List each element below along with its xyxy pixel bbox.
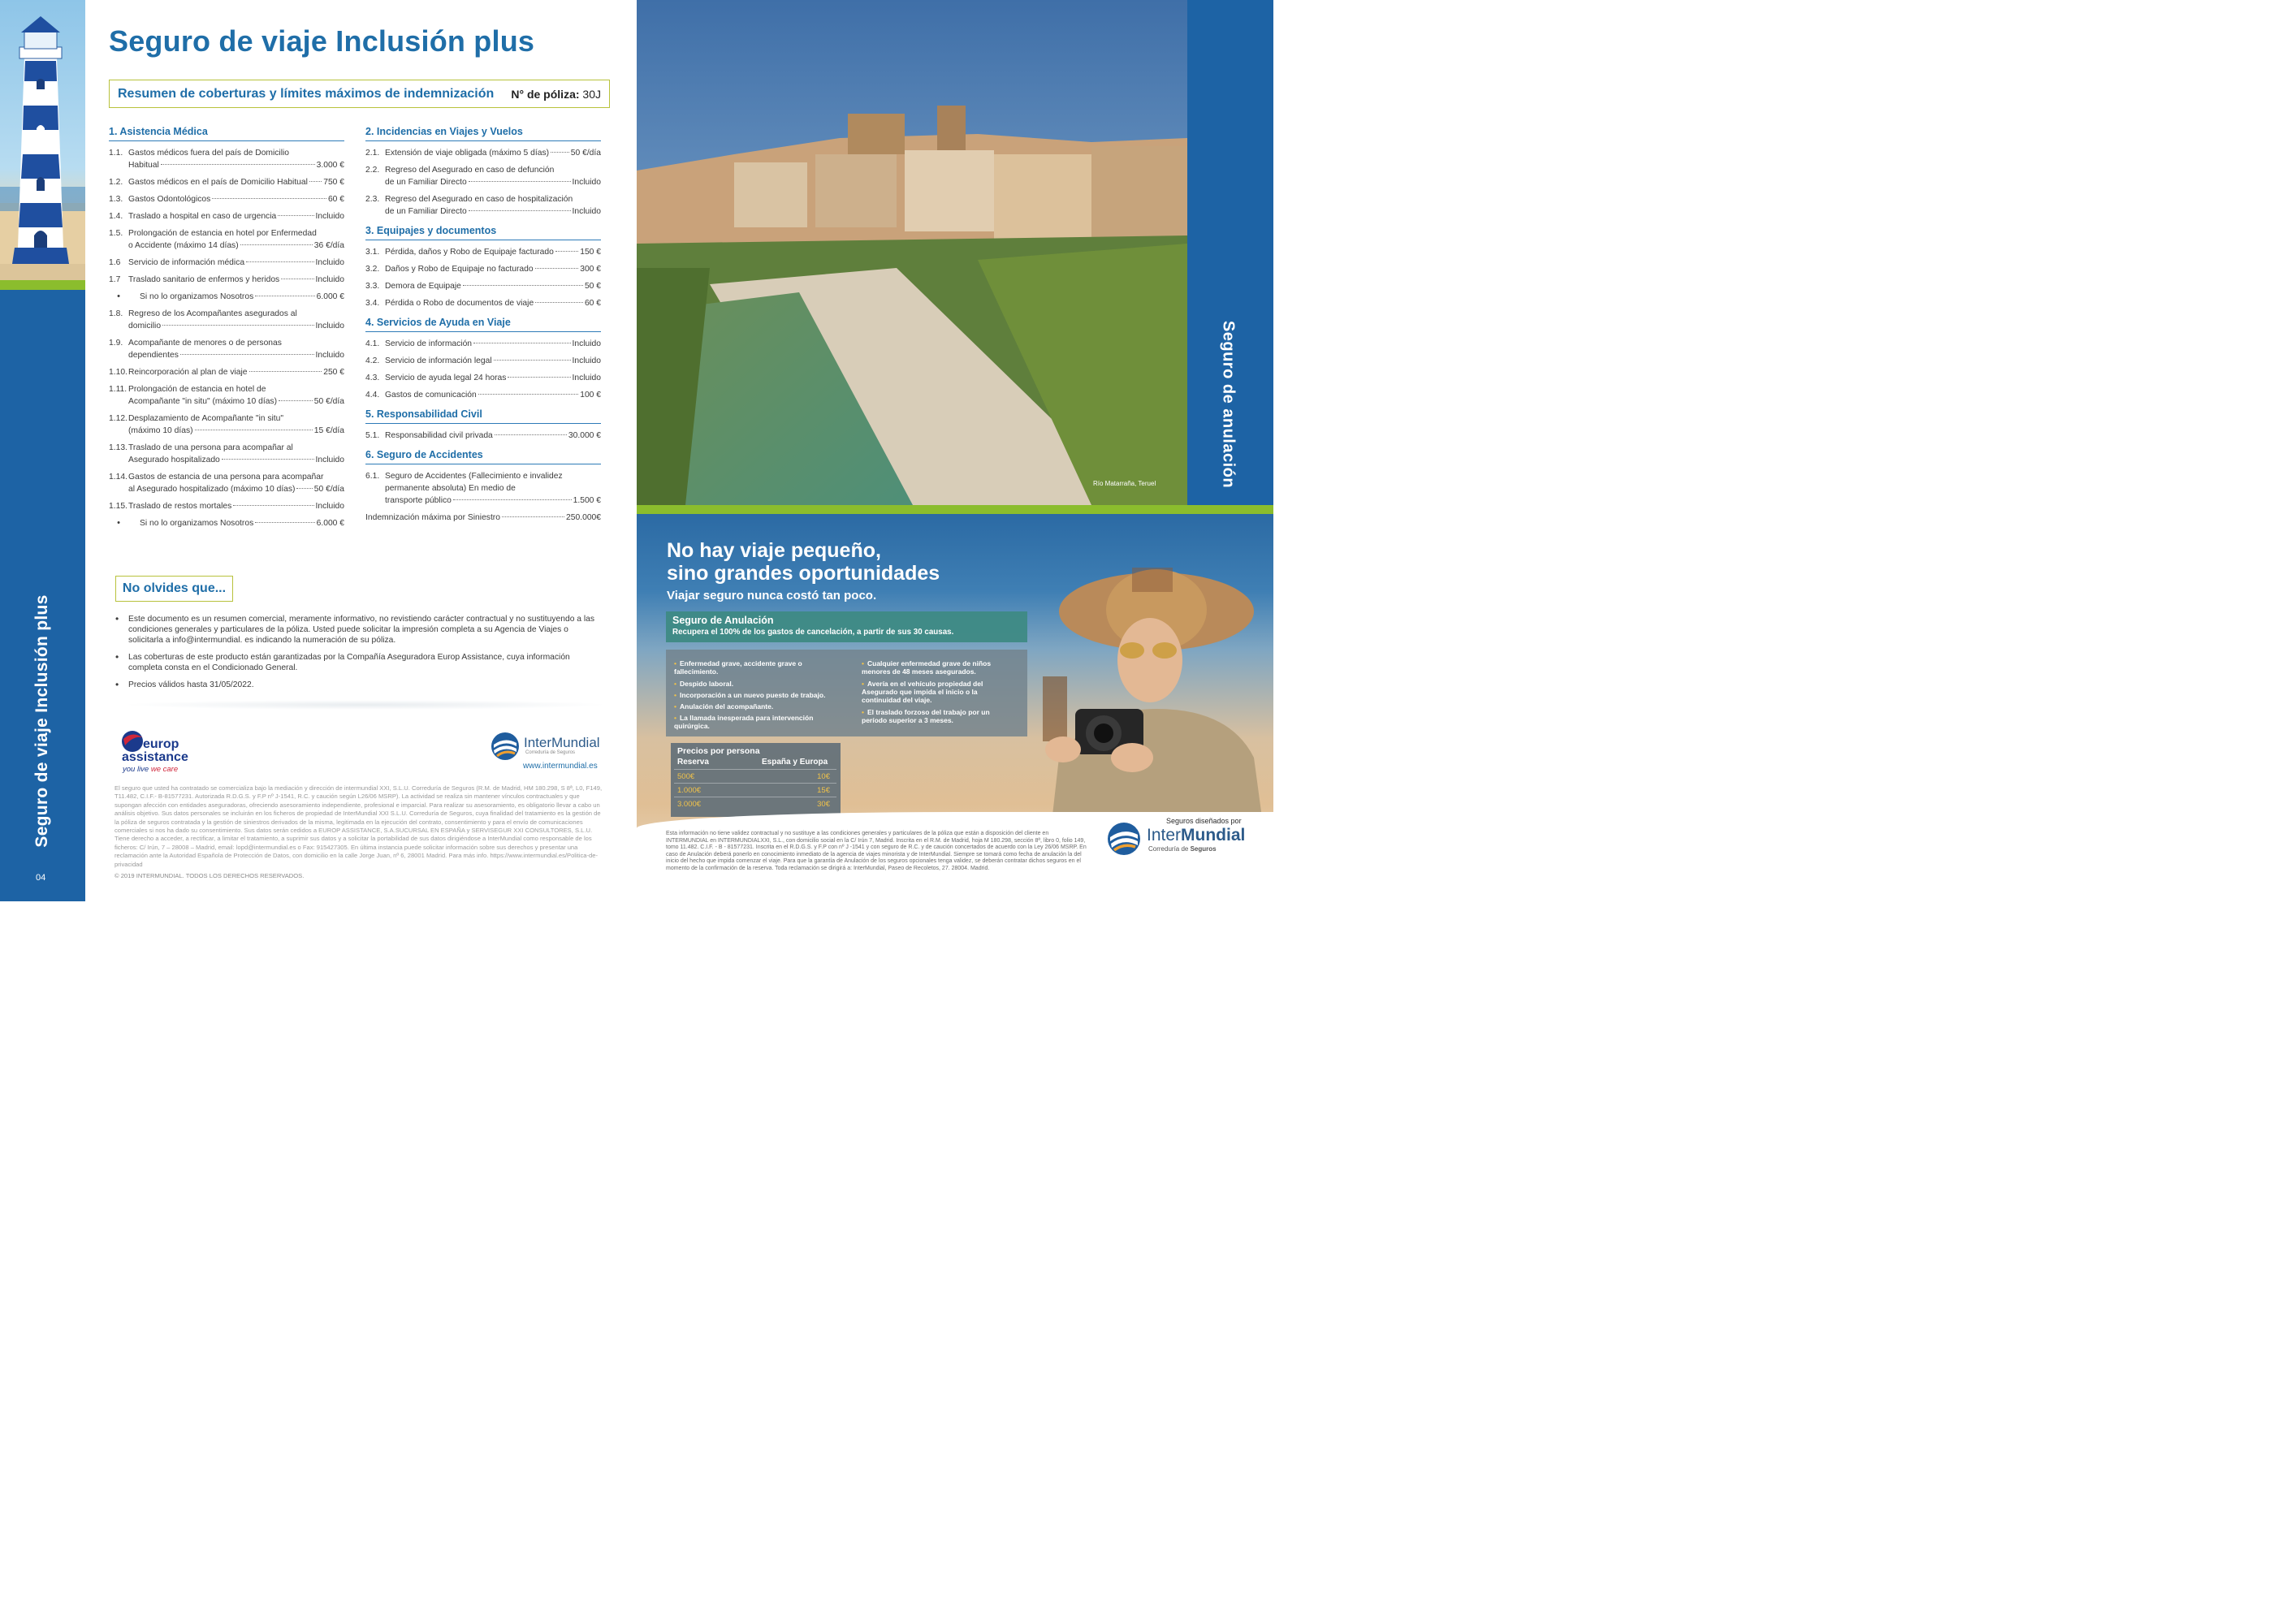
cause-text: Cualquier enfermedad grave de niños menores de 48 meses asegurados. (862, 659, 992, 676)
coverage-limit: Incluido (315, 258, 344, 267)
coverage-limit: Incluido (315, 322, 344, 330)
coverage-item (365, 263, 601, 275)
im-name-a: Inter (1147, 826, 1182, 844)
coverage-number: 1.7 (109, 275, 121, 284)
coverage-number: 2.3. (365, 195, 380, 204)
coverage-text: Habitual (128, 161, 159, 170)
intermundial-name: InterMundial (524, 735, 600, 750)
coverage-item (365, 512, 601, 524)
coverage-text: Responsabilidad civil privada (385, 431, 493, 440)
coverage-item (365, 338, 601, 350)
coverage-text: Traslado sanitario de enfermos y heridos (128, 275, 280, 284)
dot-leader (463, 285, 583, 286)
price-reserva: 1.000€ (677, 786, 702, 795)
summary-header-box (109, 80, 610, 108)
coverage-limit: 60 € (327, 195, 344, 204)
coverage-number: 1.12. (109, 414, 128, 423)
cause-text: Anulación del acompañante. (679, 702, 774, 710)
coverage-limit: 6.000 € (316, 519, 344, 528)
im-sub-a: Correduría de (1148, 845, 1191, 853)
coverage-item (109, 274, 344, 286)
coverage-item (109, 412, 344, 437)
coverage-number: 3.4. (365, 299, 380, 308)
dot-leader (478, 394, 578, 395)
coverage-item (365, 193, 601, 218)
coverage-number: 1.4. (109, 212, 123, 221)
intermundial-subtitle: Correduría de Seguros (525, 750, 576, 755)
coverage-limit: 36 €/día (313, 241, 344, 250)
coverage-number: 1.2. (109, 178, 123, 187)
coverage-text-first-line: Desplazamiento de Acompañante "in situ" (128, 414, 284, 423)
coverage-text: Si no lo organizamos Nosotros (140, 519, 254, 528)
promo-subheadline: Viajar seguro nunca costó tan poco. (667, 589, 877, 603)
coverage-number: 1.14. (109, 473, 128, 482)
note-text: Precios válidos hasta 31/05/2022. (128, 680, 254, 689)
coverage-item (109, 500, 344, 512)
coverage-text: Servicio de información (385, 339, 473, 348)
coverage-text: Servicio de ayuda legal 24 horas (385, 374, 507, 382)
coverage-item (109, 227, 344, 252)
coverage-column-left (109, 126, 344, 534)
coverage-item (109, 337, 344, 361)
coverage-number: 1.9. (109, 339, 123, 348)
lighthouse-image (0, 0, 85, 280)
dot-leader (240, 244, 313, 245)
dot-leader (453, 499, 572, 500)
dot-leader (508, 377, 570, 378)
sidebar-vertical-title: Seguro de viaje Inclusión plus (32, 594, 51, 848)
coverage-limit: Incluido (572, 339, 601, 348)
dot-leader (555, 251, 578, 252)
coverage-text: Daños y Robo de Equipaje no facturado (385, 265, 534, 274)
coverage-text: transporte público (385, 496, 452, 505)
cause-item: • Avería en el vehículo propiedad del Asegurado que impida el inicio o la continuidad del viaje. (862, 680, 983, 704)
coverage-number: • (117, 518, 120, 528)
dot-leader (255, 522, 314, 523)
note-text: Las coberturas de este producto están garantizadas por la Compañía Aseguradora Europ Assistance, cuya información completa consta en el Condicionado General. (128, 653, 570, 672)
coverage-limit: Incluido (315, 502, 344, 511)
promo-headline-line1: No hay viaje pequeño, (667, 539, 881, 562)
coverage-number: 6.1. (365, 472, 380, 481)
coverage-number: 2.2. (365, 166, 380, 175)
note-item: • Las coberturas de este producto están garantizadas por la Compañía Aseguradora Europ Assistance, cuya información completa consta en el Condicionado General. (115, 652, 603, 673)
dot-leader (212, 198, 326, 199)
right-vertical-title: Seguro de anulación (1219, 320, 1238, 489)
coverage-number: 1.6 (109, 258, 121, 267)
coverage-number: 1.15. (109, 502, 128, 511)
coverage-limit: 50 € (584, 282, 601, 291)
cause-text: Avería en el vehículo propiedad del Asegurado que impida el inicio o la continuidad del viaje. (862, 680, 983, 704)
dot-leader (495, 434, 567, 435)
coverage-number: 2.1. (365, 149, 380, 158)
coverage-number: 1.13. (109, 443, 128, 452)
dot-leader (279, 400, 313, 401)
page-number: 04 (36, 873, 46, 883)
policy-number (511, 88, 601, 101)
price-value: 15€ (817, 786, 830, 795)
coverage-text-first-line: Gastos médicos fuera del país de Domicilio (128, 149, 290, 158)
im-sub-b: Seguros (1190, 845, 1217, 853)
price-col-reserva: Reserva (677, 758, 709, 767)
coverage-item (109, 442, 344, 466)
coverage-item (365, 246, 601, 258)
designed-by-label: Seguros diseñados por (1166, 817, 1242, 825)
im-name-b: Mundial (1181, 826, 1246, 844)
policy-value: 30J (582, 87, 601, 101)
dot-leader (278, 215, 313, 216)
coverage-item (365, 297, 601, 309)
reminder-notes (115, 614, 603, 697)
note-text: Este documento es un resumen comercial, meramente informativo, no revistiendo carácter contractual y no sustituyendo a las condiciones generales y particulares de la póliza. Usted puede solicitar la impresión completa a su Agencia de Viajes o solicitarla a info@intermundial. es indicando la numeración de su póliza. (128, 615, 595, 645)
green-accent-bar-right (637, 505, 1273, 514)
dot-leader (161, 164, 315, 165)
coverage-number: 5.1. (365, 431, 380, 440)
coverage-number: 1.1. (109, 149, 123, 158)
coverage-limit: Incluido (315, 275, 344, 284)
coverage-item (109, 291, 344, 303)
cause-item: • Incorporación a un nuevo puesto de trabajo. (674, 691, 826, 699)
coverage-text-first-line: Prolongación de estancia en hotel por Enfermedad (128, 229, 317, 238)
coverage-limit: 250 € (323, 368, 344, 377)
coverage-text: Pérdida o Robo de documentos de viaje (385, 299, 534, 308)
dot-leader (222, 459, 314, 460)
note-item: • Este documento es un resumen comercial, meramente informativo, no revistiendo carácter contractual y no sustituyendo a las condiciones generales y particulares de la póliza. Usted puede solicitar la impresión completa a su Agencia de Viajes o solicitarla a info@intermundial. es indicando la numeración de su póliza. (115, 614, 603, 646)
intermundial-name-right (1147, 826, 1245, 845)
price-row (674, 797, 836, 810)
dot-leader (494, 360, 571, 361)
coverage-item (365, 164, 601, 188)
price-reserva: 3.000€ (677, 800, 702, 809)
coverage-number: 4.4. (365, 391, 380, 400)
section-title: 5. Responsabilidad Civil (365, 408, 601, 424)
coverage-number: 1.8. (109, 309, 123, 318)
coverage-text: Asegurado hospitalizado (128, 456, 220, 464)
cause-text: Incorporación a un nuevo puesto de trabajo. (679, 691, 826, 699)
coverage-number: 3.3. (365, 282, 380, 291)
coverage-text: Gastos de comunicación (385, 391, 477, 400)
coverage-item (109, 147, 344, 171)
dot-leader (469, 210, 571, 211)
coverage-number: 4.3. (365, 374, 380, 382)
coverage-limit: Incluido (572, 207, 601, 216)
photo-caption: Río Matarraña, Teruel (1093, 480, 1156, 487)
section-title: 3. Equipajes y documentos (365, 225, 601, 240)
coverage-item (365, 389, 601, 401)
coverage-text: Reincorporación al plan de viaje (128, 368, 248, 377)
dot-leader (535, 268, 579, 269)
coverage-limit: Incluido (315, 212, 344, 221)
cause-item: • El traslado forzoso del trabajo por un período superior a 3 meses. (862, 708, 990, 724)
coverage-limit: 15 €/día (313, 426, 344, 435)
coverage-text: Indemnización máxima por Siniestro (365, 513, 500, 522)
coverage-text-first-line: Regreso del Asegurado en caso de hospitalización (385, 195, 573, 204)
price-row (674, 783, 836, 797)
coverage-limit: 1.500 € (573, 496, 601, 505)
coverage-limit: Incluido (315, 456, 344, 464)
promo-headline-line2: sino grandes oportunidades (667, 562, 940, 585)
coverage-item (109, 176, 344, 188)
page-title: Seguro de viaje Inclusión plus (109, 24, 535, 58)
coverage-number: 1.3. (109, 195, 123, 204)
intermundial-globe-icon (491, 732, 520, 761)
coverage-text: Acompañante "in situ" (máximo 10 días) (128, 397, 278, 406)
coverage-text-first-line: Regreso de los Acompañantes asegurados al (128, 309, 297, 318)
coverage-text: Servicio de información médica (128, 258, 245, 267)
coverage-item (109, 210, 344, 222)
coverage-limit: 30.000 € (568, 431, 601, 440)
coverage-limit: 250.000€ (566, 513, 601, 522)
coverage-text: domicilio (128, 322, 162, 330)
coverage-item (365, 147, 601, 159)
dot-leader (162, 325, 313, 326)
dot-leader (502, 516, 564, 517)
coverage-text: o Accidente (máximo 14 días) (128, 241, 239, 250)
dot-leader (249, 371, 322, 372)
coverage-number: 3.1. (365, 248, 380, 257)
price-reserva: 500€ (677, 772, 695, 781)
coverage-number: 1.10. (109, 368, 128, 377)
anulacion-title: Seguro de Anulación (672, 615, 774, 626)
coverage-text: (máximo 10 días) (128, 426, 193, 435)
coverage-limit: 60 € (584, 299, 601, 308)
coverage-item (109, 193, 344, 205)
reminder-title: No olvides que... (115, 576, 233, 602)
coverage-limit: 3.000 € (316, 161, 344, 170)
coverage-text-first-line: Traslado de una persona para acompañar al (128, 443, 293, 452)
intermundial-website-link[interactable]: www.intermundial.es (523, 762, 598, 771)
price-table-title: Precios por persona (677, 746, 760, 756)
price-row (674, 769, 836, 783)
cause-item: • Cualquier enfermedad grave de niños menores de 48 meses asegurados. (862, 659, 992, 676)
dot-leader (309, 181, 322, 182)
cause-text: Enfermedad grave, accidente grave o fallecimiento. (674, 659, 802, 676)
coverage-limit: Incluido (315, 351, 344, 360)
legal-text-right: Esta información no tiene validez contractual y no sustituye a las condiciones generales y particulares de la póliza que están a disposición del cliente en INTERMUNDIAL en INTERMUNDIALXXI, S.L., con domicilio social en la C/ Irún 7, Madrid. Inscrita en el R.M. de Madrid, hoja M 180.298, sección 8ª, libro 0, folio 149, tomo 11.482. C.I.F. - B - 81577231. Inscrita en el R.D.G.S. y F.P con nº J -1541 y con seguro de R.C. y de caución concertados de acuerdo con la Ley 26/06 MSRP. En caso de Anulación deberá ponerlo en conocimiento inmediato de la agencia de viajes minorista y de InterMundial. Siempre se tomará como fecha de anulación la del inicio del hecho que impida comenzar el viaje. Para que la garantía de Anulación de los seguros opcionales tenga validez, se deberán contratar dichos seguros en el momento de la confirmación de la reserva. Toda reclamación se dirigirá a: InterMundial, Paseo de Recoletos, 27. 28004. Madrid. (666, 831, 1087, 871)
legal-text-left: El seguro que usted ha contratado se comercializa bajo la mediación y dirección de intermundial XXI, S.L.U. Correduría de Seguros (R.M. de Madrid, HM 180.298, S 8ª, L0, F149, T11.482, C.I.F.- B-81577231. Autorizada R.D.G.S. y F.P nº J-1541, R.C. y caución según L26/06 MSRP). La actividad se realiza sin mantener vínculos contractuales y que supongan afección con entidades aseguradoras, ofreciendo asesoramiento independiente, profesional e imparcial. Para realizar su asesoramiento, es obligatorio llevar a cabo un análisis objetivo. Sus datos personales se incluirán en los ficheros de propiedad de InterMundial XXI S.L.U. Correduría de Seguros, cuya finalidad del tratamiento es la gestión de la póliza de seguros contratada y la gestión de siniestros derivados de la misma, legitimada en la ejecución del contrato, consentimiento y para el envío de comunicaciones comerciales si nos ha dado su consentimiento. Sus datos serán cedidos a EUROP ASSISTANCE, S.A.SUCURSAL EN ESPAÑA y SERVISEGUR XXI CONSULTORES, S.L.U. Tiene derecho a acceder, a rectificar, a limitar el tratamiento, a suprimir sus datos y a solicitar la portabilidad de sus datos dirigiéndose a InterMundial como responsable de los ficheros: C/ Irún, 7 – 28008 – Madrid, email: lopd@intermundial.es o Fax: 915427305. En última instancia puede solicitar información sobre sus derechos y presentar una reclamación ante la Autoridad Española de Protección de Datos, con domicilio en la calle Jorge Juan, nº 6, 28001 Madrid. Para más info. https://www.intermundial.es/Politica-de-privacidad (115, 784, 603, 868)
cause-item: • La llamada inesperada para intervención quirúrgica. (674, 714, 814, 730)
town-river-photo (637, 0, 1187, 505)
coverage-text: Demora de Equipaje (385, 282, 461, 291)
coverage-item (365, 470, 601, 507)
section-title: 2. Incidencias en Viajes y Vuelos (365, 126, 601, 141)
coverage-text: Gastos Odontológicos (128, 195, 211, 204)
dot-leader (296, 488, 312, 489)
cause-item: • Despido laboral. (674, 680, 734, 688)
dot-leader (233, 505, 313, 506)
coverage-limit: 50 €/día (313, 485, 344, 494)
cause-text: Despido laboral. (679, 680, 734, 688)
coverage-item (365, 355, 601, 367)
coverage-item (365, 430, 601, 442)
coverage-item (365, 372, 601, 384)
intermundial-globe-icon (1107, 822, 1141, 856)
europ-logo-line1: europ (143, 737, 179, 751)
coverage-number: 4.1. (365, 339, 380, 348)
europ-tag-a: you live (123, 765, 149, 774)
coverage-limit: Incluido (572, 356, 601, 365)
coverage-limit: Incluido (572, 178, 601, 187)
coverage-text-first-line: Gastos de estancia de una persona para acompañar (128, 473, 324, 482)
section-title: 4. Servicios de Ayuda en Viaje (365, 317, 601, 332)
coverage-limit: 6.000 € (316, 292, 344, 301)
dot-leader (180, 354, 314, 355)
coverage-number: • (117, 292, 120, 301)
section-title: 6. Seguro de Accidentes (365, 449, 601, 464)
green-accent-bar (0, 280, 85, 290)
coverage-number: 4.2. (365, 356, 380, 365)
policy-label: N° de póliza: (511, 87, 580, 101)
coverage-limit: 750 € (323, 178, 344, 187)
europ-logo-line2: assistance (122, 750, 188, 764)
coverage-item (365, 280, 601, 292)
coverage-text: Traslado de restos mortales (128, 502, 232, 511)
coverage-limit: 150 € (580, 248, 601, 257)
coverage-column-right (365, 126, 601, 529)
coverage-text: de un Familiar Directo (385, 207, 467, 216)
section-divider (122, 700, 609, 710)
cause-item: • Enfermedad grave, accidente grave o fallecimiento. (674, 659, 802, 676)
dot-leader (469, 181, 571, 182)
summary-title: Resumen de coberturas y límites máximos de indemnización (118, 86, 495, 101)
coverage-limit: 50 €/día (570, 149, 601, 158)
coverage-text: dependientes (128, 351, 179, 360)
coverage-text: Pérdida, daños y Robo de Equipaje facturado (385, 248, 554, 257)
coverage-item (109, 366, 344, 378)
dot-leader (551, 152, 569, 153)
europ-tagline (123, 765, 178, 774)
coverage-text-first-line: Acompañante de menores o de personas (128, 339, 282, 348)
coverage-text-first-line: Seguro de Accidentes (Fallecimiento e invalidez permanente absoluta) En medio de (385, 472, 563, 493)
coverage-item (109, 257, 344, 269)
coverage-item (109, 308, 344, 332)
cause-text: La llamada inesperada para intervención quirúrgica. (674, 714, 814, 730)
cause-text: El traslado forzoso del trabajo por un período superior a 3 meses. (862, 708, 990, 724)
coverage-text: Extensión de viaje obligada (máximo 5 días) (385, 149, 550, 158)
coverage-number: 1.5. (109, 229, 123, 238)
section-title: 1. Asistencia Médica (109, 126, 344, 141)
europ-tag-b: we care (150, 765, 179, 774)
coverage-limit: 100 € (580, 391, 601, 400)
cause-item: • Anulación del acompañante. (674, 702, 774, 710)
coverage-item (109, 471, 344, 495)
coverage-limit: Incluido (572, 374, 601, 382)
coverage-text: Traslado a hospital en caso de urgencia (128, 212, 277, 221)
coverage-limit: 50 €/día (313, 397, 344, 406)
coverage-number: 1.11. (109, 385, 128, 394)
coverage-text: Gastos médicos en el país de Domicilio Habitual (128, 178, 308, 187)
coverage-text: Servicio de información legal (385, 356, 492, 365)
intermundial-subtitle-right (1148, 845, 1217, 853)
coverage-number: 3.2. (365, 265, 380, 274)
coverage-item (109, 383, 344, 408)
dot-leader (246, 261, 313, 262)
price-value: 10€ (817, 772, 830, 781)
coverage-text-first-line: Prolongación de estancia en hotel de (128, 385, 266, 394)
coverage-item (109, 517, 344, 529)
note-item: • Precios válidos hasta 31/05/2022. (115, 679, 254, 690)
coverage-text-first-line: Regreso del Asegurado en caso de defunción (385, 166, 555, 175)
coverage-text: de un Familiar Directo (385, 178, 467, 187)
price-value: 30€ (817, 800, 830, 809)
dot-leader (535, 302, 583, 303)
copyright: © 2019 INTERMUNDIAL. TODOS LOS DERECHOS RESERVADOS. (115, 872, 305, 879)
coverage-text: Si no lo organizamos Nosotros (140, 292, 254, 301)
anulacion-subtitle: Recupera el 100% de los gastos de cancelación, a partir de sus 30 causas. (672, 628, 954, 637)
coverage-limit: 300 € (580, 265, 601, 274)
coverage-text: al Asegurado hospitalizado (máximo 10 días) (128, 485, 296, 494)
price-col-region: España y Europa (762, 758, 828, 767)
